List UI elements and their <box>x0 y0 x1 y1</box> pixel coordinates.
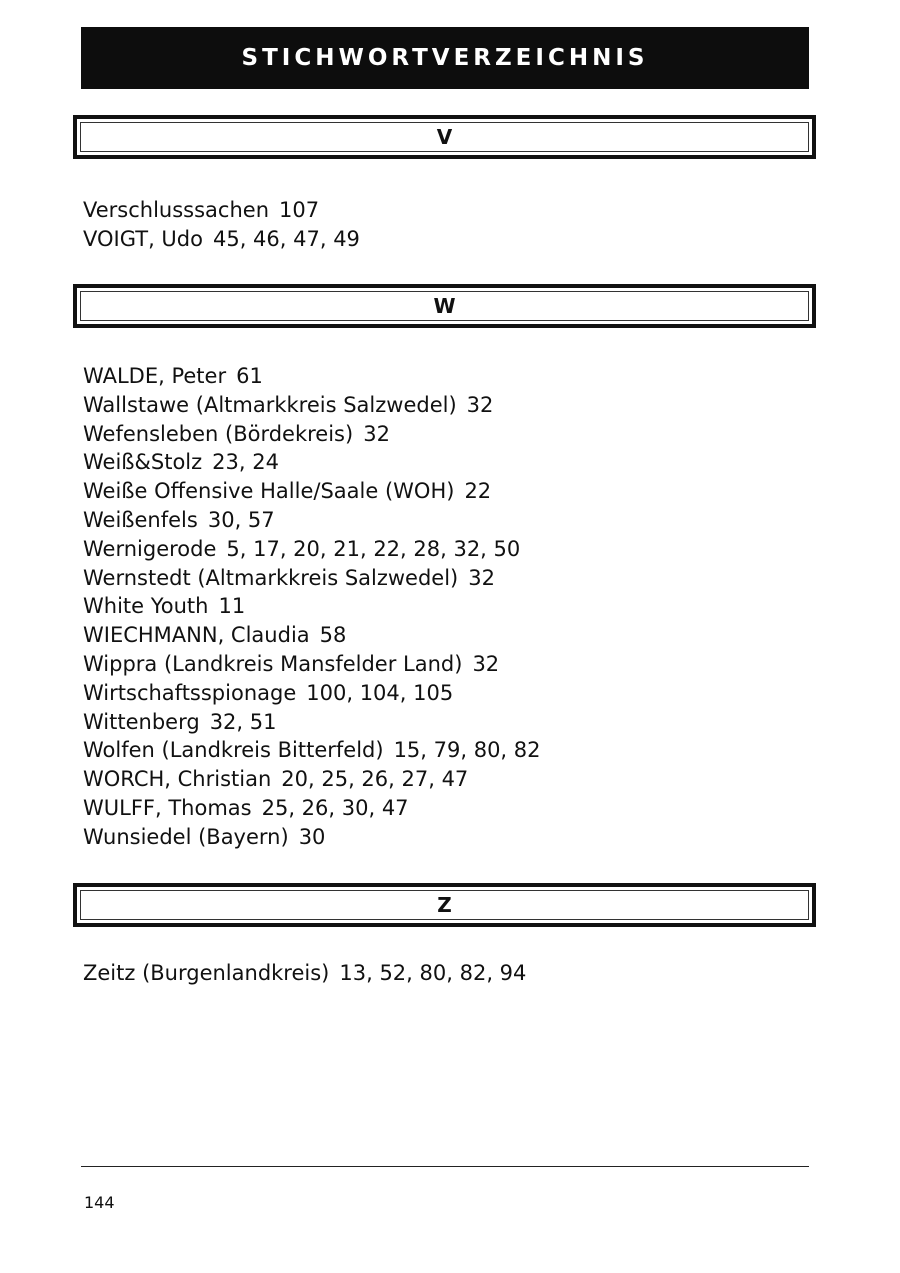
entry-term: Wernstedt (Altmarkkreis Salzwedel) <box>83 565 459 590</box>
entry-term: Wallstawe (Altmarkkreis Salzwedel) <box>83 392 457 417</box>
index-entry <box>83 823 541 852</box>
entries-list-v <box>83 196 360 254</box>
index-title-bar <box>81 27 809 89</box>
index-entry <box>83 765 541 794</box>
index-entry <box>83 362 541 391</box>
index-entry <box>83 506 541 535</box>
entry-term: WORCH, Christian <box>83 767 272 792</box>
entry-pages: 58 <box>319 623 347 648</box>
entry-pages: 25, 26, 30, 47 <box>261 795 409 820</box>
index-entry <box>83 225 360 254</box>
index-entry <box>83 477 541 506</box>
entry-pages: 61 <box>236 364 263 388</box>
entry-pages: 45, 46, 47, 49 <box>212 226 360 251</box>
footer-divider <box>81 1166 809 1167</box>
entry-term: White Youth <box>83 594 209 619</box>
entry-pages: 32 <box>466 392 494 417</box>
page-number: 144 <box>84 1193 115 1212</box>
entry-term: Weißenfels <box>83 507 198 532</box>
page-title: STICHWORTVERZEICHNIS <box>241 45 649 71</box>
entry-term: Wunsiedel (Bayern) <box>83 824 289 849</box>
entry-pages: 107 <box>279 198 320 222</box>
section-header-v <box>73 115 816 159</box>
index-entry <box>83 794 541 823</box>
entry-pages: 20, 25, 26, 27, 47 <box>281 767 469 792</box>
section-letter: Z <box>437 893 452 917</box>
entry-term: Wittenberg <box>83 709 200 734</box>
section-letter: V <box>436 125 453 149</box>
entry-term: Zeitz (Burgenlandkreis) <box>83 961 330 985</box>
index-entry <box>83 621 541 650</box>
entries-list-w <box>83 362 541 852</box>
entry-term: Wirtschaftsspionage <box>83 680 297 705</box>
entry-pages: 13, 52, 80, 82, 94 <box>339 961 527 985</box>
entry-pages: 11 <box>218 594 246 619</box>
entries-list-z <box>83 959 526 988</box>
entry-pages: 32, 51 <box>209 709 277 734</box>
index-entry <box>83 708 541 737</box>
index-entry <box>83 650 541 679</box>
entry-pages: 22 <box>464 479 492 504</box>
entry-term: WALDE, Peter <box>83 364 227 388</box>
index-entry <box>83 391 541 420</box>
entry-pages: 30 <box>298 824 326 849</box>
entry-term: WIECHMANN, Claudia <box>83 623 310 648</box>
entry-pages: 5, 17, 20, 21, 22, 28, 32, 50 <box>226 536 521 561</box>
entry-term: Wippra (Landkreis Mansfelder Land) <box>83 651 463 676</box>
section-header-w <box>73 284 816 328</box>
entry-term: Verschlusssachen <box>83 198 270 222</box>
entry-pages: 32 <box>468 565 495 590</box>
section-header-inner <box>80 890 809 920</box>
index-entry <box>83 736 541 765</box>
entry-term: Weiß&Stolz <box>83 450 203 475</box>
entry-term: Weiße Offensive Halle/Saale (WOH) <box>83 479 455 504</box>
index-entry <box>83 196 360 225</box>
entry-pages: 30, 57 <box>207 507 275 532</box>
index-entry <box>83 679 541 708</box>
section-header-inner <box>80 291 809 321</box>
index-entry <box>83 592 541 621</box>
entry-pages: 100, 104, 105 <box>306 680 454 705</box>
entry-pages: 32 <box>363 421 390 446</box>
section-header-inner <box>80 122 809 152</box>
section-letter: W <box>433 294 456 318</box>
entry-pages: 15, 79, 80, 82 <box>393 738 541 763</box>
index-entry <box>83 564 541 593</box>
entry-term: VOIGT, Udo <box>83 226 203 251</box>
entry-pages: 32 <box>472 651 500 676</box>
entry-term: Wernigerode <box>83 536 217 561</box>
entry-pages: 23, 24 <box>212 450 279 475</box>
section-header-z <box>73 883 816 927</box>
index-entry <box>83 959 526 988</box>
index-entry <box>83 420 541 449</box>
index-entry <box>83 448 541 477</box>
entry-term: Wefensleben (Bördekreis) <box>83 421 354 446</box>
entry-term: WULFF, Thomas <box>83 795 252 820</box>
index-entry <box>83 535 541 564</box>
entry-term: Wolfen (Landkreis Bitterfeld) <box>83 738 384 763</box>
